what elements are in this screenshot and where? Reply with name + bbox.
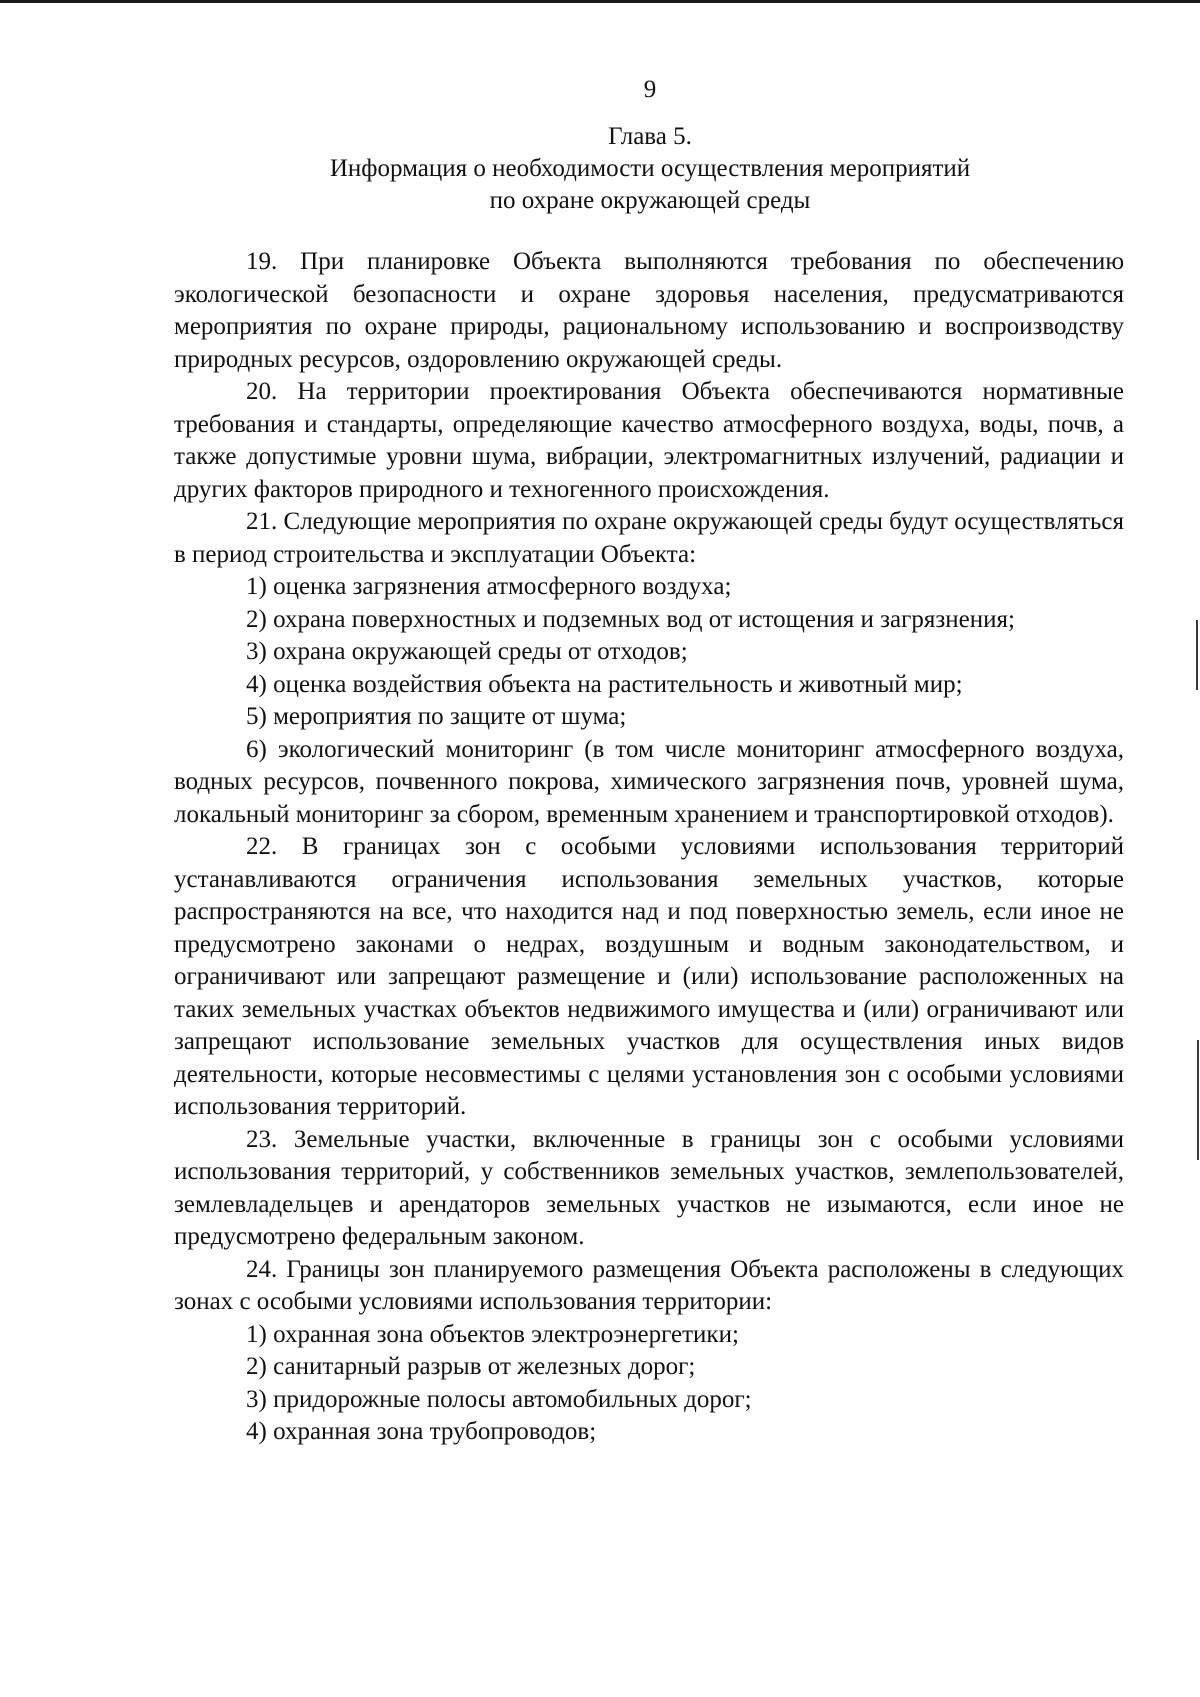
list-item-24-2: 2) санитарный разрыв от железных дорог; xyxy=(246,1353,696,1380)
list-item-24-1: 1) охранная зона объектов электроэнергетики; xyxy=(246,1320,739,1348)
chapter-title-line-2: по охране окружающей среды xyxy=(489,187,811,214)
list-item-21-2: 2) охрана поверхностных и подземных вод от истощения и загрязнения; xyxy=(246,605,1015,633)
paragraph-19: 19. При планировке Объекта выполняются требования по обеспечению экологической безопасности и охране здоровья населения, предусматриваются мероприятия по охране природы, рациональному использованию и воспроизводству природных ресурсов, оздоровлению окружающей среды. xyxy=(174,248,1124,373)
document-body xyxy=(174,246,1124,1449)
paragraph-22: 22. В границах зон с особыми условиями использования территорий устанавливаются ограничения использования земельных участков, которые распространяются на все, что находится над и под поверхностью земель, если иное не предусмотрено законами о недрах, воздушным и водным законодательством, и ограничивают или запрещают размещение и (или) использование расположенных на таких земельных участках объектов недвижимого имущества и (или) ограничивают или запрещают использование земельных участков для осуществления иных видов деятельности, которые несовместимы с целями установления зон с особыми условиями использования территорий. xyxy=(174,833,1124,1120)
paragraph-23: 23. Земельные участки, включенные в границы зон с особыми условиями использования территорий, у собственников земельных участков, землепользователей, землевладельцев и арендаторов земельных участков не изымаются, если иное не предусмотрено федеральным законом. xyxy=(174,1125,1124,1250)
scan-edge-right-mark xyxy=(1196,620,1198,690)
chapter-title-line-1: Информация о необходимости осуществления мероприятий xyxy=(329,155,971,182)
list-item-24-3: 3) придорожные полосы автомобильных дорог; xyxy=(246,1385,752,1413)
chapter-label: Глава 5. xyxy=(608,123,692,150)
scan-edge-top xyxy=(0,0,1200,3)
paragraph-24: 24. Границы зон планируемого размещения Объекта расположены в следующих зонах с особыми условиями использования территории: xyxy=(174,1255,1124,1315)
page-number: 9 xyxy=(643,76,657,103)
scan-edge-right-mark xyxy=(1197,1040,1199,1160)
list-item-21-6: 6) экологический мониторинг (в том числе мониторинг атмосферного воздуха, водных ресурсов, почвенного покрова, химического загрязнения почв, уровней шума, локальный мониторинг за сбором, временным хранением и транспортировкой отходов). xyxy=(174,735,1124,828)
paragraph-21: 21. Следующие мероприятия по охране окружающей среды будут осуществляться в период строительства и эксплуатации Объекта: xyxy=(174,508,1124,568)
paragraph-20: 20. На территории проектирования Объекта обеспечиваются нормативные требования и стандарты, определяющие качество атмосферного воздуха, воды, почв, а также допустимые уровни шума, вибрации, электромагнитных излучений, радиации и других факторов природного и техногенного происхождения. xyxy=(174,378,1124,503)
list-item-21-5: 5) мероприятия по защите от шума; xyxy=(246,703,627,730)
list-item-21-3: 3) охрана окружающей среды от отходов; xyxy=(246,638,688,665)
list-item-21-1: 1) оценка загрязнения атмосферного воздуха; xyxy=(246,573,732,600)
list-item-24-4: 4) охранная зона трубопроводов; xyxy=(246,1418,597,1445)
list-item-21-4: 4) оценка воздействия объекта на растительность и животный мир; xyxy=(246,670,963,698)
